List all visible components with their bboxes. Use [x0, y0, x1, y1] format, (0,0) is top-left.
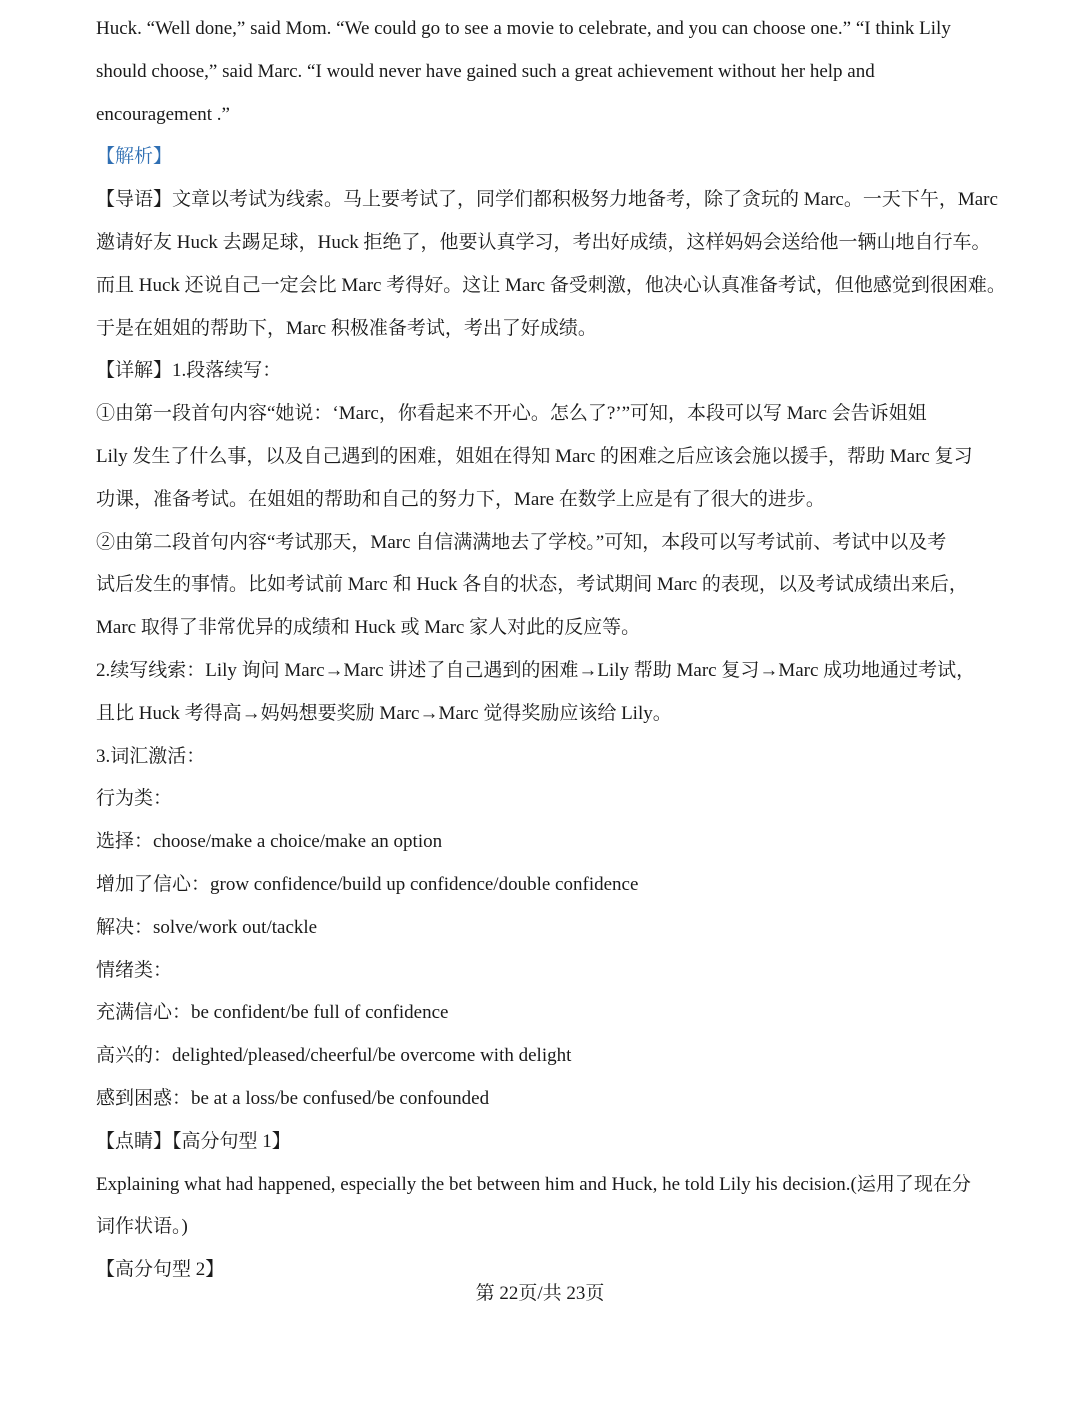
vocab-item-confused: 感到困惑：be at a loss/be confused/be confounded [96, 1087, 490, 1109]
story-line-1: Huck. “Well done,” said Mom. “We could go to see a movie to celebrate, and you can choose one.” “I think Lily [96, 18, 951, 39]
vocab-category-action: 行为类： [96, 788, 173, 810]
paragraph-two-line-1: ②由第二段首句内容“考试那天，Marc 自信满满地去了学校。”可知，本段可以写考试前、考试中以及考 [96, 531, 947, 553]
analysis-heading: 【解析】 [96, 146, 173, 168]
clue-line-1: 2.续写线索：Lily 询问 Marc→Marc 讲述了自己遇到的困难→Lily 帮助 Marc 复习→Marc 成功地通过考试， [96, 659, 976, 681]
sentence-pattern-1-line-2: 词作状语。) [96, 1216, 188, 1238]
paragraph-one-line-1: ①由第一段首句内容“她说：‘Marc，你看起来不开心。怎么了?’”可知，本段可以写 Marc 会告诉姐姐 [96, 403, 927, 425]
vocab-item-solve: 解决：solve/work out/tackle [96, 916, 318, 938]
page-number: 第 22页/共 23页 [475, 1283, 605, 1304]
vocab-item-choose: 选择：choose/make a choice/make an option [96, 831, 443, 853]
highlight-heading: 【点睛】【高分句型 1】 [96, 1130, 291, 1152]
paragraph-two-line-3: Marc 取得了非常优异的成绩和 Huck 或 Marc 家人对此的反应等。 [96, 617, 641, 639]
sentence-pattern-1-line-1: Explaining what had happened, especially the bet between him and Huck, he told Lily his decision.(运用了现在分 [96, 1173, 971, 1195]
clue-line-2: 且比 Huck 考得高→妈妈想要奖励 Marc→Marc 觉得奖励应该给 Lily。 [96, 702, 672, 724]
intro-line-1: 【导语】文章以考试为线索。马上要考试了，同学们都积极努力地备考，除了贪玩的 Marc。一天下午，Marc [96, 189, 998, 211]
vocabulary-heading: 3.词汇激活： [96, 745, 206, 767]
paragraph-two-line-2: 试后发生的事情。比如考试前 Marc 和 Huck 各自的状态，考试期间 Marc 的表现，以及考试成绩出来后， [96, 574, 968, 596]
story-line-2: should choose,” said Marc. “I would never have gained such a great achievement without her help and [96, 60, 875, 82]
document-body [96, 8, 1006, 1292]
intro-line-3: 而且 Huck 还说自己一定会比 Marc 考得好。这让 Marc 备受刺激，他决心认真准备考试，但他感觉到很困难。 [96, 274, 1006, 296]
intro-line-2: 邀请好友 Huck 去踢足球，Huck 拒绝了，他要认真学习，考出好成绩，这样妈妈会送给他一辆山地自行车。 [96, 231, 991, 253]
story-line-3: encouragement .” [96, 103, 230, 125]
paragraph-one-line-2: Lily 发生了什么事，以及自己遇到的困难，姐姐在得知 Marc 的困难之后应该会施以援手，帮助 Marc 复习 [96, 445, 973, 467]
vocab-item-delighted: 高兴的：delighted/pleased/cheerful/be overcome with delight [96, 1045, 572, 1067]
intro-line-4: 于是在姐姐的帮助下，Marc 积极准备考试，考出了好成绩。 [96, 317, 597, 339]
sentence-pattern-2-heading: 【高分句型 2】 [96, 1259, 225, 1281]
vocab-item-full-confidence: 充满信心：be confident/be full of confidence [96, 1002, 449, 1024]
vocab-category-emotion: 情绪类： [96, 959, 173, 981]
paragraph-one-line-3: 功课，准备考试。在姐姐的帮助和自己的努力下，Mare 在数学上应是有了很大的进步。 [96, 488, 825, 510]
vocab-item-confidence: 增加了信心：grow confidence/build up confidence/double confidence [96, 873, 639, 895]
detail-heading: 【详解】1.段落续写： [96, 360, 282, 382]
